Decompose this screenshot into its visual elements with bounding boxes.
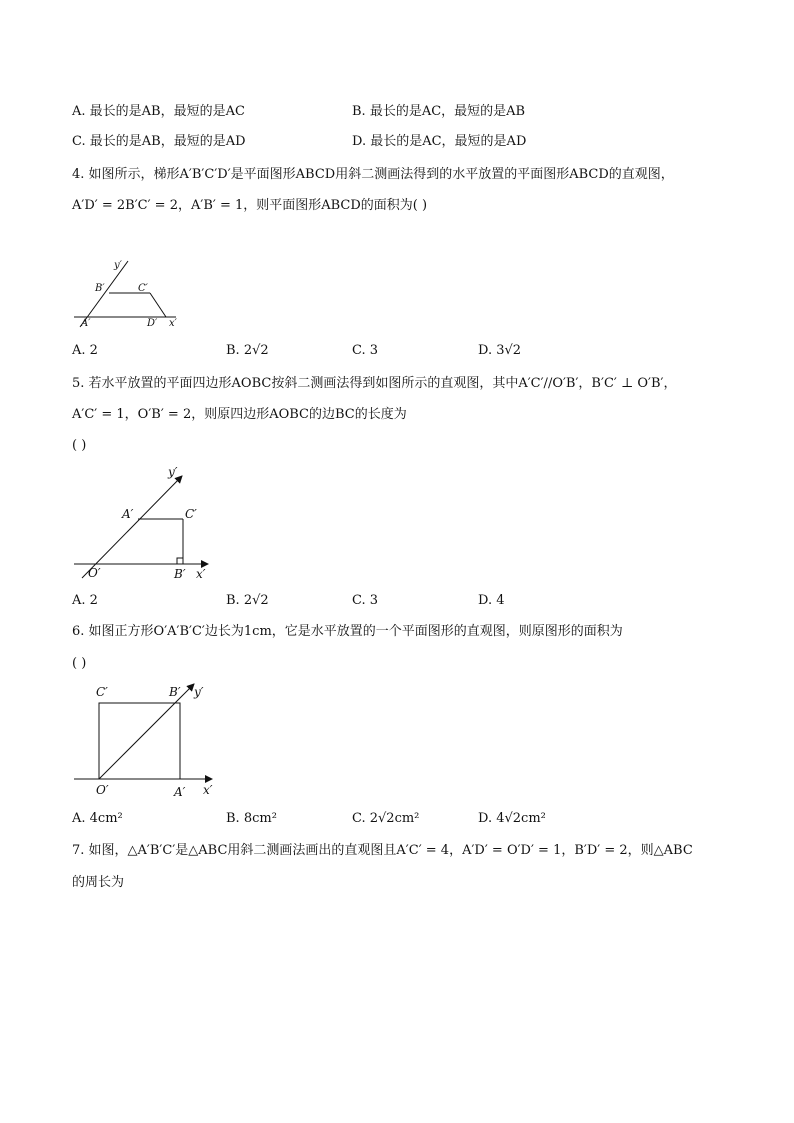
q5-option-c: C. 3	[352, 593, 379, 608]
q5-right-angle-mark	[177, 558, 183, 564]
q5-label-y: y′	[168, 465, 178, 479]
q5-y-axis	[82, 476, 182, 578]
q4-segment-cd	[150, 293, 166, 317]
q5-label-o: O′	[88, 566, 101, 580]
q5-stem-line2: A′C′ = 1，O′B′ = 2，则原四边形AOBC的边BC的长度为	[72, 407, 407, 422]
q7-stem-line1: 7. 如图，△A′B′C′是△ABC用斜二测画法画出的直观图且A′C′ = 4，A′D′ = O′D′ = 1，B′D′ = 2，则△ABC	[72, 843, 693, 858]
q7-stem-line2: 的周长为	[72, 875, 125, 890]
q6-label-b: B′	[169, 685, 181, 699]
q3-option-c: C. 最长的是AB，最短的是AD	[72, 134, 246, 149]
q4-option-c: C. 3	[352, 343, 379, 358]
q6-option-d: D. 4√2cm²	[478, 811, 546, 826]
q3-option-b: B. 最长的是AC，最短的是AB	[352, 104, 526, 119]
q4-option-a: A. 2	[72, 343, 98, 358]
q4-label-x: x′	[169, 318, 177, 329]
q5-stem-line1: 5. 若水平放置的平面四边形AOBC按斜二测画法得到如图所示的直观图，其中A′C′//O′B′，B′C′ ⊥ O′B′，	[72, 376, 677, 391]
q6-square-figure	[70, 678, 220, 803]
q6-label-c: C′	[96, 685, 108, 699]
q5-option-b: B. 2√2	[226, 593, 269, 608]
q6-label-a: A′	[174, 785, 186, 799]
q5-option-d: D. 4	[478, 593, 505, 608]
q5-label-b: B′	[174, 567, 186, 581]
q4-label-b: B′	[95, 283, 105, 294]
q5-label-x: x′	[196, 567, 206, 581]
q6-stem-line1: 6. 如图正方形O′A′B′C′边长为1cm，它是水平放置的一个平面图形的直观图，则原图形的面积为	[72, 624, 623, 639]
q6-label-x: x′	[203, 783, 213, 797]
q5-label-c: C′	[185, 507, 197, 521]
q6-option-a: A. 4cm²	[72, 811, 123, 826]
q4-option-d: D. 3√2	[478, 343, 522, 358]
q6-paren: ( )	[72, 656, 87, 671]
q6-label-o: O′	[96, 783, 109, 797]
q6-label-y: y′	[194, 685, 204, 699]
q3-option-a: A. 最长的是AB，最短的是AC	[72, 104, 245, 119]
q4-label-a: A′	[81, 318, 91, 329]
q4-stem-line1: 4. 如图所示，梯形A′B′C′D′是平面图形ABCD用斜二测画法得到的水平放置的平面图形ABCD的直观图，	[72, 167, 674, 182]
q4-label-d: D′	[147, 318, 158, 329]
q6-square	[99, 703, 180, 779]
q4-option-b: B. 2√2	[226, 343, 269, 358]
q3-option-d: D. 最长的是AC，最短的是AD	[352, 134, 527, 149]
q5-option-a: A. 2	[72, 593, 98, 608]
q4-stem-line2: A′D′ = 2B′C′ = 2，A′B′ = 1，则平面图形ABCD的面积为( )	[72, 198, 428, 213]
q5-label-a: A′	[122, 507, 134, 521]
q4-label-c: C′	[138, 283, 148, 294]
q6-option-c: C. 2√2cm²	[352, 811, 420, 826]
q4-label-y: y′	[114, 260, 122, 271]
q5-quadrilateral-figure	[70, 462, 220, 587]
q6-option-b: B. 8cm²	[226, 811, 277, 826]
q4-trapezoid-figure	[70, 255, 190, 330]
q5-paren: ( )	[72, 438, 87, 453]
